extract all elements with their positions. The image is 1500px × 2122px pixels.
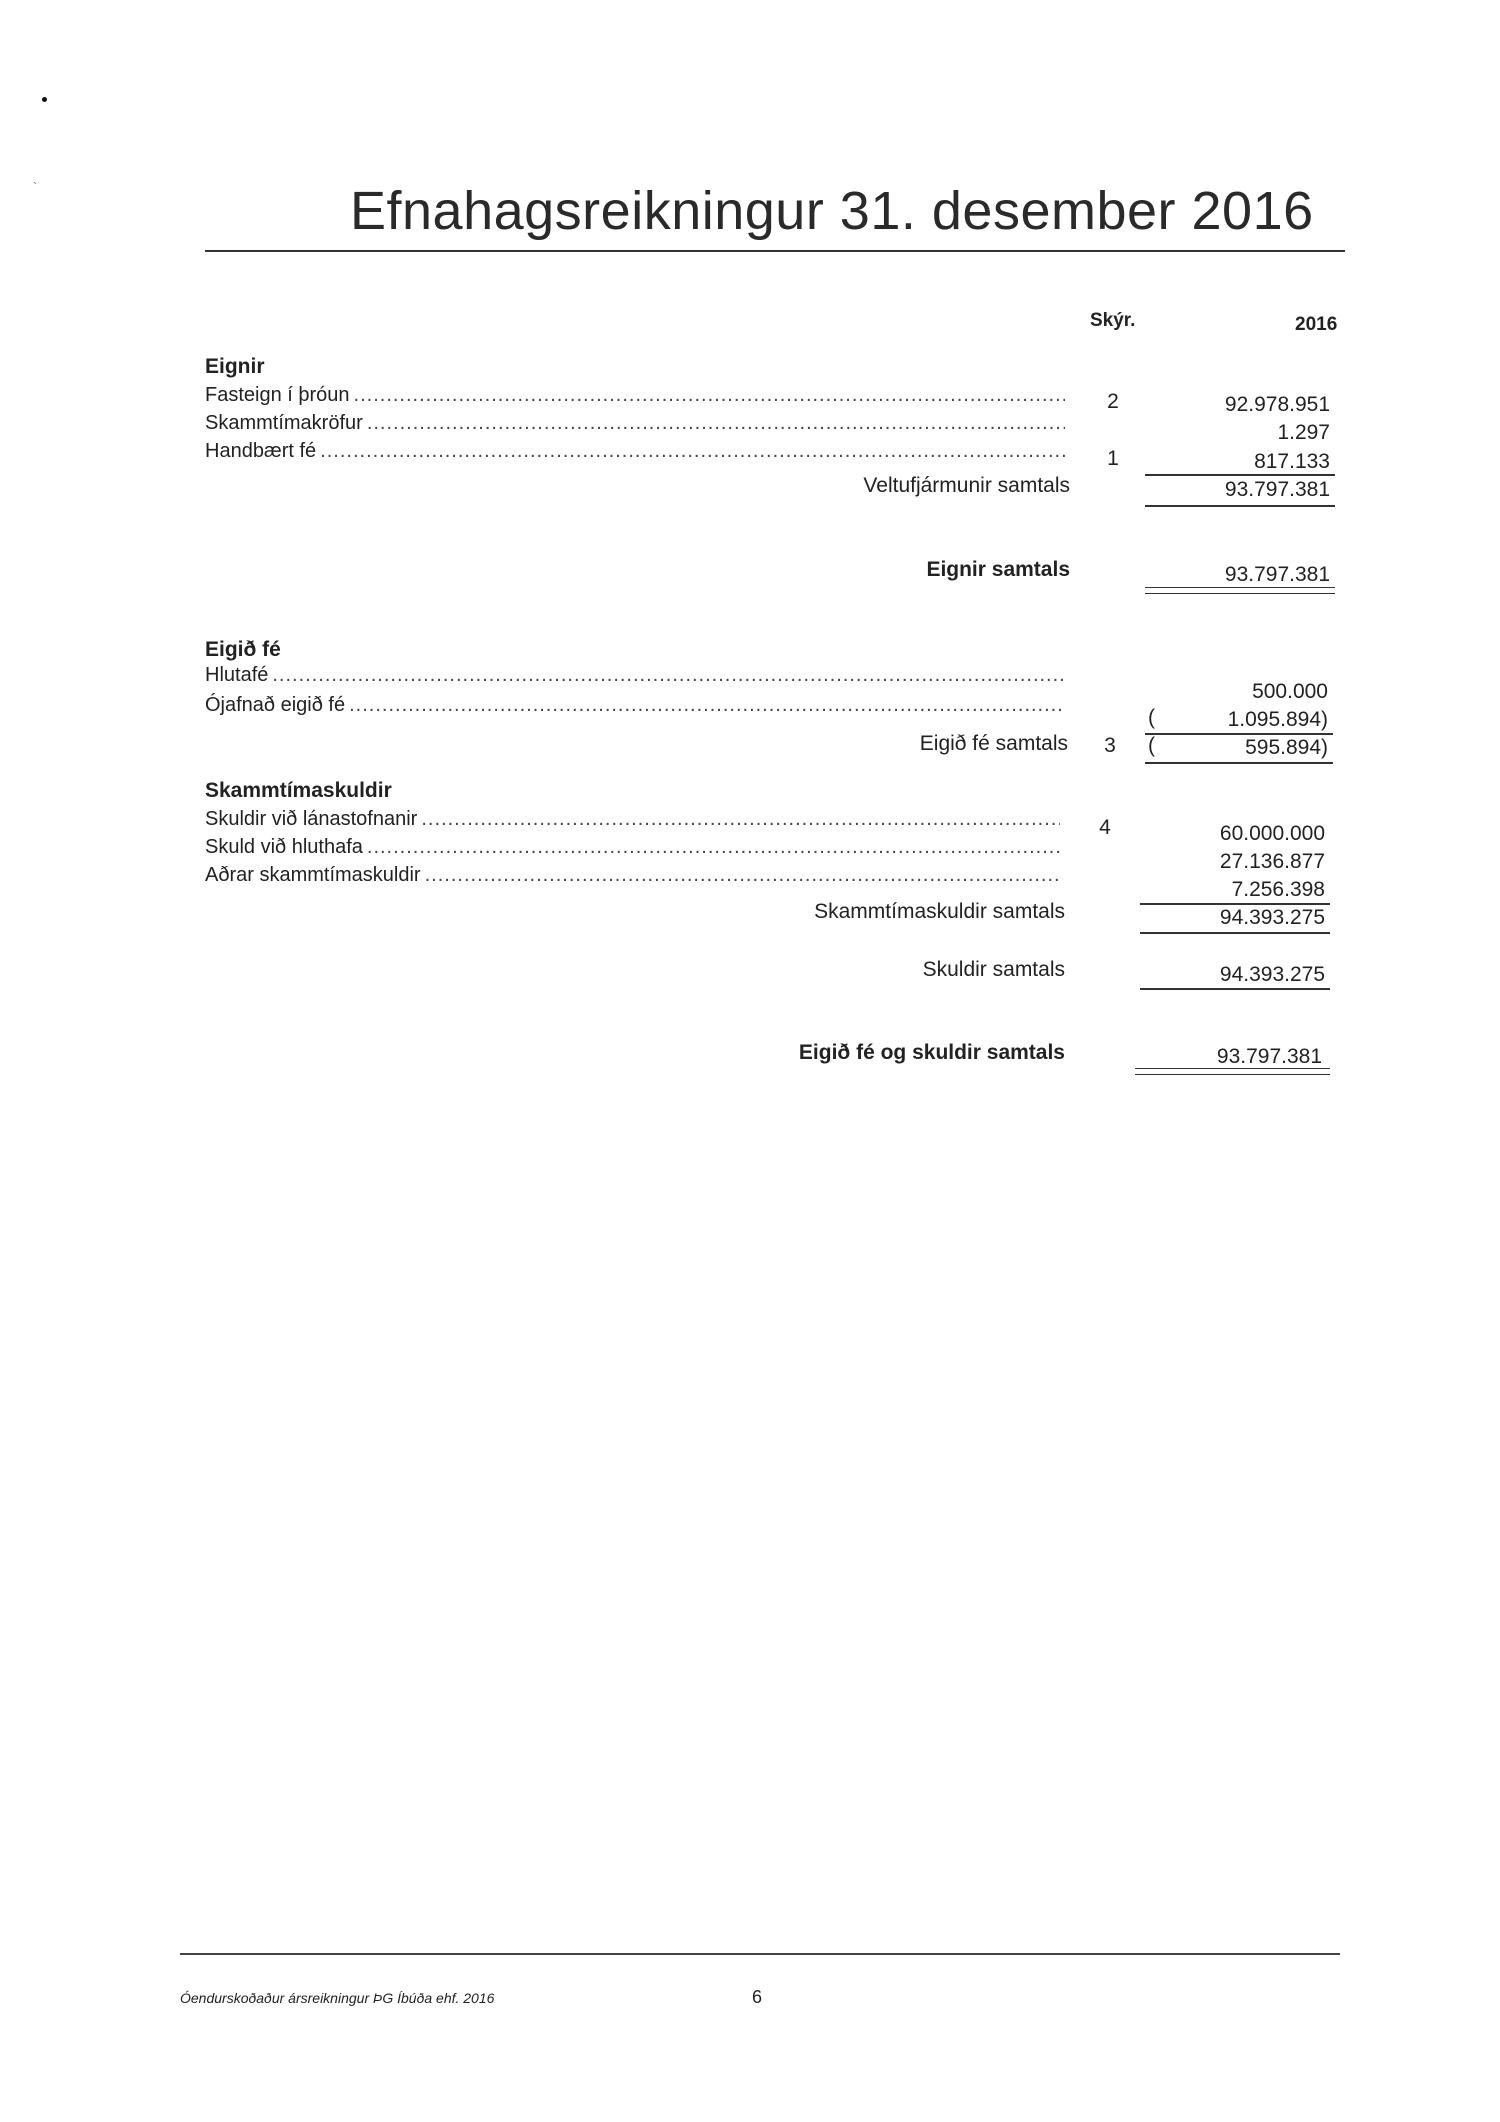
leader-dots <box>421 808 1060 831</box>
line-item-value: 27.136.877 <box>1219 850 1325 873</box>
line-item <box>205 836 1060 859</box>
page-number: 6 <box>752 1987 763 2007</box>
line-item-value: 7.256.398 <box>1231 878 1325 901</box>
line-item-value: 60.000.000 <box>1219 822 1325 845</box>
sum-rule <box>1145 733 1333 735</box>
sum-rule <box>1145 762 1333 764</box>
sum-rule <box>1145 505 1335 507</box>
scan-mark: ` <box>33 180 37 194</box>
sum-rule <box>1140 932 1330 934</box>
note-column-header: Skýr. <box>1090 310 1136 331</box>
leader-dots <box>320 440 1065 463</box>
page-title: Efnahagsreikningur 31. desember 2016 <box>350 181 1314 241</box>
note-ref: 2 <box>1107 390 1119 413</box>
double-rule <box>1135 1068 1330 1075</box>
line-item <box>205 440 1065 463</box>
note-ref: 3 <box>1104 734 1116 757</box>
section-heading-short-term: Skammtímaskuldir <box>205 779 392 802</box>
leader-dots <box>349 694 1065 717</box>
assets-total-label: Eignir samtals <box>926 558 1070 581</box>
line-item-value: 92.978.951 <box>1224 393 1330 416</box>
sum-rule <box>1140 988 1330 990</box>
footer-rule <box>180 1953 1340 1955</box>
leader-dots <box>425 864 1060 887</box>
subtotal-label: Eigið fé samtals <box>919 732 1068 755</box>
note-ref: 1 <box>1107 447 1119 470</box>
line-item-value: 1.095.894) <box>1227 708 1328 731</box>
line-item-label: Skuld við hluthafa <box>205 836 363 858</box>
section-heading-equity: Eigið fé <box>205 638 281 661</box>
line-item <box>205 664 1065 687</box>
line-item <box>205 864 1060 887</box>
leader-dots <box>354 384 1065 407</box>
leader-dots <box>367 412 1065 435</box>
line-item <box>205 412 1065 435</box>
subtotal-value: 94.393.275 <box>1219 906 1325 929</box>
subtotal-value: 93.797.381 <box>1224 478 1330 501</box>
debt-total-value: 94.393.275 <box>1219 963 1325 986</box>
line-item-label: Hlutafé <box>205 664 269 686</box>
line-item-value: 1.297 <box>1277 421 1330 444</box>
line-item-label: Fasteign í þróun <box>205 384 350 406</box>
line-item <box>205 808 1060 831</box>
subtotal-value: 595.894) <box>1245 736 1328 759</box>
double-rule <box>1145 587 1335 594</box>
open-paren: ( <box>1148 734 1155 757</box>
leader-dots <box>367 836 1060 859</box>
section-heading-assets: Eignir <box>205 355 265 378</box>
line-item-label: Ójafnað eigið fé <box>205 694 346 716</box>
line-item <box>205 694 1065 717</box>
sum-rule <box>1145 474 1335 476</box>
footer-text: Óendurskoðaður ársreikningur ÞG Íbúða ehf. 2016 <box>180 1990 495 2006</box>
line-item-label: Skuldir við lánastofnanir <box>205 808 418 830</box>
subtotal-label: Skammtímaskuldir samtals <box>814 900 1065 923</box>
note-ref: 4 <box>1099 816 1111 839</box>
subtotal-label: Veltufjármunir samtals <box>863 474 1070 497</box>
line-item-label: Handbært fé <box>205 440 317 462</box>
title-underline <box>205 250 1345 252</box>
line-item-value: 500.000 <box>1252 680 1328 703</box>
grand-total-value: 93.797.381 <box>1216 1045 1322 1068</box>
year-column-header: 2016 <box>1295 314 1338 335</box>
debt-total-label: Skuldir samtals <box>922 958 1065 981</box>
line-item-value: 817.133 <box>1254 450 1330 473</box>
scan-dot <box>42 97 47 102</box>
line-item <box>205 384 1065 407</box>
assets-total-value: 93.797.381 <box>1224 563 1330 586</box>
sum-rule <box>1140 903 1330 905</box>
leader-dots <box>272 664 1065 687</box>
line-item-label: Aðrar skammtímaskuldir <box>205 864 421 886</box>
grand-total-label: Eigið fé og skuldir samtals <box>798 1041 1065 1064</box>
line-item-label: Skammtímakröfur <box>205 412 363 434</box>
open-paren: ( <box>1148 706 1155 729</box>
